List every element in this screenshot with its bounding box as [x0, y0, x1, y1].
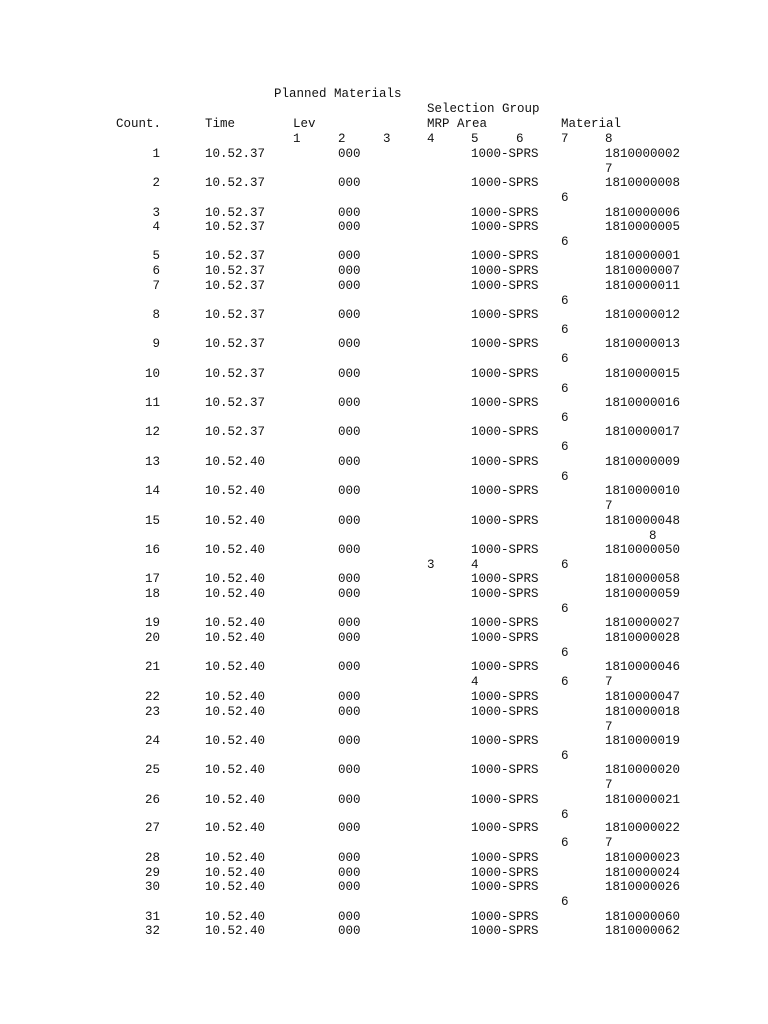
row-mrp-area: 1000-SPRS: [471, 572, 539, 586]
row-time: 10.52.40: [205, 793, 266, 807]
row-material: 1810000001: [605, 249, 681, 263]
row-wrap-c7: 6: [561, 323, 569, 337]
row-time: 10.52.37: [205, 367, 266, 381]
row-material: 1810000010: [605, 484, 681, 498]
row-lev: 000: [338, 793, 361, 807]
row-lev: 000: [338, 910, 361, 924]
row-time: 10.52.37: [205, 264, 266, 278]
row-lev: 000: [338, 924, 361, 938]
row-mrp-area: 1000-SPRS: [471, 543, 539, 557]
row-mrp-area: 1000-SPRS: [471, 910, 539, 924]
row-count: 22: [144, 690, 160, 704]
row-wrap-c8b: 8: [649, 529, 657, 543]
column-number-5: 5: [471, 132, 479, 146]
row-count: 2: [152, 176, 160, 190]
row-time: 10.52.40: [205, 631, 266, 645]
material-header: Material: [561, 117, 622, 131]
row-lev: 000: [338, 264, 361, 278]
row-wrap-c7: 6: [561, 191, 569, 205]
row-material: 1810000047: [605, 690, 681, 704]
row-count: 21: [144, 660, 160, 674]
row-wrap-c8: 7: [605, 499, 613, 513]
row-material: 1810000021: [605, 793, 681, 807]
row-mrp-area: 1000-SPRS: [471, 793, 539, 807]
row-material: 1810000027: [605, 616, 681, 630]
row-material: 1810000050: [605, 543, 681, 557]
row-mrp-area: 1000-SPRS: [471, 308, 539, 322]
row-lev: 000: [338, 206, 361, 220]
row-wrap-c8: 7: [605, 720, 613, 734]
row-time: 10.52.40: [205, 851, 266, 865]
row-wrap-c7: 6: [561, 749, 569, 763]
column-number-3: 3: [383, 132, 391, 146]
row-material: 1810000018: [605, 705, 681, 719]
row-count: 32: [144, 924, 160, 938]
row-mrp-area: 1000-SPRS: [471, 279, 539, 293]
row-mrp-area: 1000-SPRS: [471, 396, 539, 410]
row-wrap-c5: 4: [471, 558, 479, 572]
row-mrp-area: 1000-SPRS: [471, 264, 539, 278]
row-count: 9: [152, 337, 160, 351]
row-material: 1810000019: [605, 734, 681, 748]
row-wrap-c7: 6: [561, 836, 569, 850]
row-wrap-c5: 4: [471, 675, 479, 689]
row-wrap-c7: 6: [561, 646, 569, 660]
row-wrap-c7: 6: [561, 808, 569, 822]
row-mrp-area: 1000-SPRS: [471, 631, 539, 645]
row-lev: 000: [338, 734, 361, 748]
row-time: 10.52.37: [205, 337, 266, 351]
row-material: 1810000016: [605, 396, 681, 410]
row-time: 10.52.40: [205, 616, 266, 630]
row-material: 1810000024: [605, 866, 681, 880]
row-time: 10.52.40: [205, 543, 266, 557]
row-mrp-area: 1000-SPRS: [471, 206, 539, 220]
row-count: 23: [144, 705, 160, 719]
row-lev: 000: [338, 514, 361, 528]
row-material: 1810000058: [605, 572, 681, 586]
column-number-1: 1: [293, 132, 301, 146]
row-time: 10.52.40: [205, 910, 266, 924]
row-lev: 000: [338, 396, 361, 410]
row-mrp-area: 1000-SPRS: [471, 367, 539, 381]
row-material: 1810000017: [605, 425, 681, 439]
row-lev: 000: [338, 821, 361, 835]
row-wrap-c8: 7: [605, 836, 613, 850]
time-header: Time: [205, 117, 236, 131]
row-time: 10.52.40: [205, 455, 266, 469]
row-mrp-area: 1000-SPRS: [471, 147, 539, 161]
row-mrp-area: 1000-SPRS: [471, 484, 539, 498]
row-mrp-area: 1000-SPRS: [471, 866, 539, 880]
row-lev: 000: [338, 880, 361, 894]
row-time: 10.52.40: [205, 924, 266, 938]
row-lev: 000: [338, 616, 361, 630]
row-count: 5: [152, 249, 160, 263]
row-lev: 000: [338, 176, 361, 190]
row-lev: 000: [338, 220, 361, 234]
row-mrp-area: 1000-SPRS: [471, 587, 539, 601]
row-wrap-c7: 6: [561, 675, 569, 689]
row-count: 13: [144, 455, 160, 469]
row-count: 12: [144, 425, 160, 439]
row-mrp-area: 1000-SPRS: [471, 455, 539, 469]
row-count: 17: [144, 572, 160, 586]
row-material: 1810000062: [605, 924, 681, 938]
row-count: 27: [144, 821, 160, 835]
row-time: 10.52.37: [205, 147, 266, 161]
row-mrp-area: 1000-SPRS: [471, 763, 539, 777]
row-count: 7: [152, 279, 160, 293]
row-wrap-c7: 6: [561, 602, 569, 616]
row-count: 8: [152, 308, 160, 322]
row-material: 1810000023: [605, 851, 681, 865]
row-count: 19: [144, 616, 160, 630]
row-mrp-area: 1000-SPRS: [471, 220, 539, 234]
row-wrap-c7: 6: [561, 470, 569, 484]
row-material: 1810000022: [605, 821, 681, 835]
row-wrap-c7: 6: [561, 895, 569, 909]
row-count: 3: [152, 206, 160, 220]
row-material: 1810000015: [605, 367, 681, 381]
row-wrap-c8: 7: [605, 162, 613, 176]
row-lev: 000: [338, 587, 361, 601]
row-time: 10.52.37: [205, 176, 266, 190]
row-material: 1810000005: [605, 220, 681, 234]
row-lev: 000: [338, 249, 361, 263]
row-time: 10.52.37: [205, 206, 266, 220]
row-time: 10.52.40: [205, 484, 266, 498]
row-material: 1810000007: [605, 264, 681, 278]
row-wrap-c7: 6: [561, 352, 569, 366]
row-time: 10.52.40: [205, 690, 266, 704]
row-mrp-area: 1000-SPRS: [471, 425, 539, 439]
row-time: 10.52.37: [205, 308, 266, 322]
row-count: 25: [144, 763, 160, 777]
row-material: 1810000009: [605, 455, 681, 469]
row-material: 1810000013: [605, 337, 681, 351]
row-wrap-c7: 6: [561, 235, 569, 249]
row-lev: 000: [338, 425, 361, 439]
row-material: 1810000006: [605, 206, 681, 220]
selection-group-header: Selection Group: [427, 102, 540, 116]
row-time: 10.52.40: [205, 587, 266, 601]
row-wrap-c8: 7: [605, 778, 613, 792]
report-title: Planned Materials: [274, 87, 402, 101]
column-number-7: 7: [561, 132, 569, 146]
count-header: Count.: [116, 117, 162, 131]
row-count: 29: [144, 866, 160, 880]
row-wrap-c7: 6: [561, 411, 569, 425]
row-time: 10.52.40: [205, 514, 266, 528]
row-count: 30: [144, 880, 160, 894]
row-material: 1810000048: [605, 514, 681, 528]
row-mrp-area: 1000-SPRS: [471, 337, 539, 351]
row-material: 1810000046: [605, 660, 681, 674]
row-count: 24: [144, 734, 160, 748]
row-count: 28: [144, 851, 160, 865]
row-count: 16: [144, 543, 160, 557]
row-count: 10: [144, 367, 160, 381]
row-time: 10.52.40: [205, 763, 266, 777]
row-material: 1810000012: [605, 308, 681, 322]
row-mrp-area: 1000-SPRS: [471, 616, 539, 630]
row-lev: 000: [338, 660, 361, 674]
row-lev: 000: [338, 572, 361, 586]
row-count: 18: [144, 587, 160, 601]
row-lev: 000: [338, 763, 361, 777]
row-material: 1810000028: [605, 631, 681, 645]
row-mrp-area: 1000-SPRS: [471, 821, 539, 835]
row-mrp-area: 1000-SPRS: [471, 705, 539, 719]
column-number-4: 4: [427, 132, 435, 146]
row-lev: 000: [338, 543, 361, 557]
row-lev: 000: [338, 484, 361, 498]
row-wrap-c7: 6: [561, 294, 569, 308]
row-mrp-area: 1000-SPRS: [471, 249, 539, 263]
row-lev: 000: [338, 690, 361, 704]
lev-header: Lev: [293, 117, 316, 131]
row-time: 10.52.40: [205, 734, 266, 748]
row-count: 14: [144, 484, 160, 498]
row-lev: 000: [338, 337, 361, 351]
row-mrp-area: 1000-SPRS: [471, 880, 539, 894]
row-mrp-area: 1000-SPRS: [471, 690, 539, 704]
column-number-8: 8: [605, 132, 613, 146]
row-time: 10.52.40: [205, 880, 266, 894]
row-lev: 000: [338, 308, 361, 322]
row-lev: 000: [338, 455, 361, 469]
row-mrp-area: 1000-SPRS: [471, 176, 539, 190]
column-number-6: 6: [516, 132, 524, 146]
row-lev: 000: [338, 367, 361, 381]
row-time: 10.52.40: [205, 705, 266, 719]
row-count: 11: [144, 396, 160, 410]
row-mrp-area: 1000-SPRS: [471, 514, 539, 528]
row-count: 15: [144, 514, 160, 528]
row-mrp-area: 1000-SPRS: [471, 660, 539, 674]
row-count: 26: [144, 793, 160, 807]
row-material: 1810000060: [605, 910, 681, 924]
row-lev: 000: [338, 147, 361, 161]
row-lev: 000: [338, 631, 361, 645]
row-wrap-c7: 6: [561, 440, 569, 454]
row-lev: 000: [338, 279, 361, 293]
row-time: 10.52.40: [205, 572, 266, 586]
row-lev: 000: [338, 705, 361, 719]
row-count: 20: [144, 631, 160, 645]
row-material: 1810000020: [605, 763, 681, 777]
row-count: 6: [152, 264, 160, 278]
row-lev: 000: [338, 866, 361, 880]
row-mrp-area: 1000-SPRS: [471, 851, 539, 865]
column-number-2: 2: [338, 132, 346, 146]
row-material: 1810000002: [605, 147, 681, 161]
row-time: 10.52.37: [205, 220, 266, 234]
row-time: 10.52.37: [205, 396, 266, 410]
row-wrap-c7: 6: [561, 558, 569, 572]
row-material: 1810000011: [605, 279, 681, 293]
row-time: 10.52.40: [205, 660, 266, 674]
row-count: 1: [152, 147, 160, 161]
row-material: 1810000059: [605, 587, 681, 601]
row-time: 10.52.37: [205, 279, 266, 293]
row-wrap-c7: 6: [561, 382, 569, 396]
mrp-area-header: MRP Area: [427, 117, 488, 131]
row-time: 10.52.37: [205, 249, 266, 263]
row-material: 1810000026: [605, 880, 681, 894]
row-count: 4: [152, 220, 160, 234]
row-time: 10.52.40: [205, 866, 266, 880]
row-count: 31: [144, 910, 160, 924]
row-wrap-c8: 7: [605, 675, 613, 689]
row-mrp-area: 1000-SPRS: [471, 924, 539, 938]
row-material: 1810000008: [605, 176, 681, 190]
row-wrap-c4: 3: [427, 558, 435, 572]
row-time: 10.52.40: [205, 821, 266, 835]
row-mrp-area: 1000-SPRS: [471, 734, 539, 748]
row-lev: 000: [338, 851, 361, 865]
row-time: 10.52.37: [205, 425, 266, 439]
